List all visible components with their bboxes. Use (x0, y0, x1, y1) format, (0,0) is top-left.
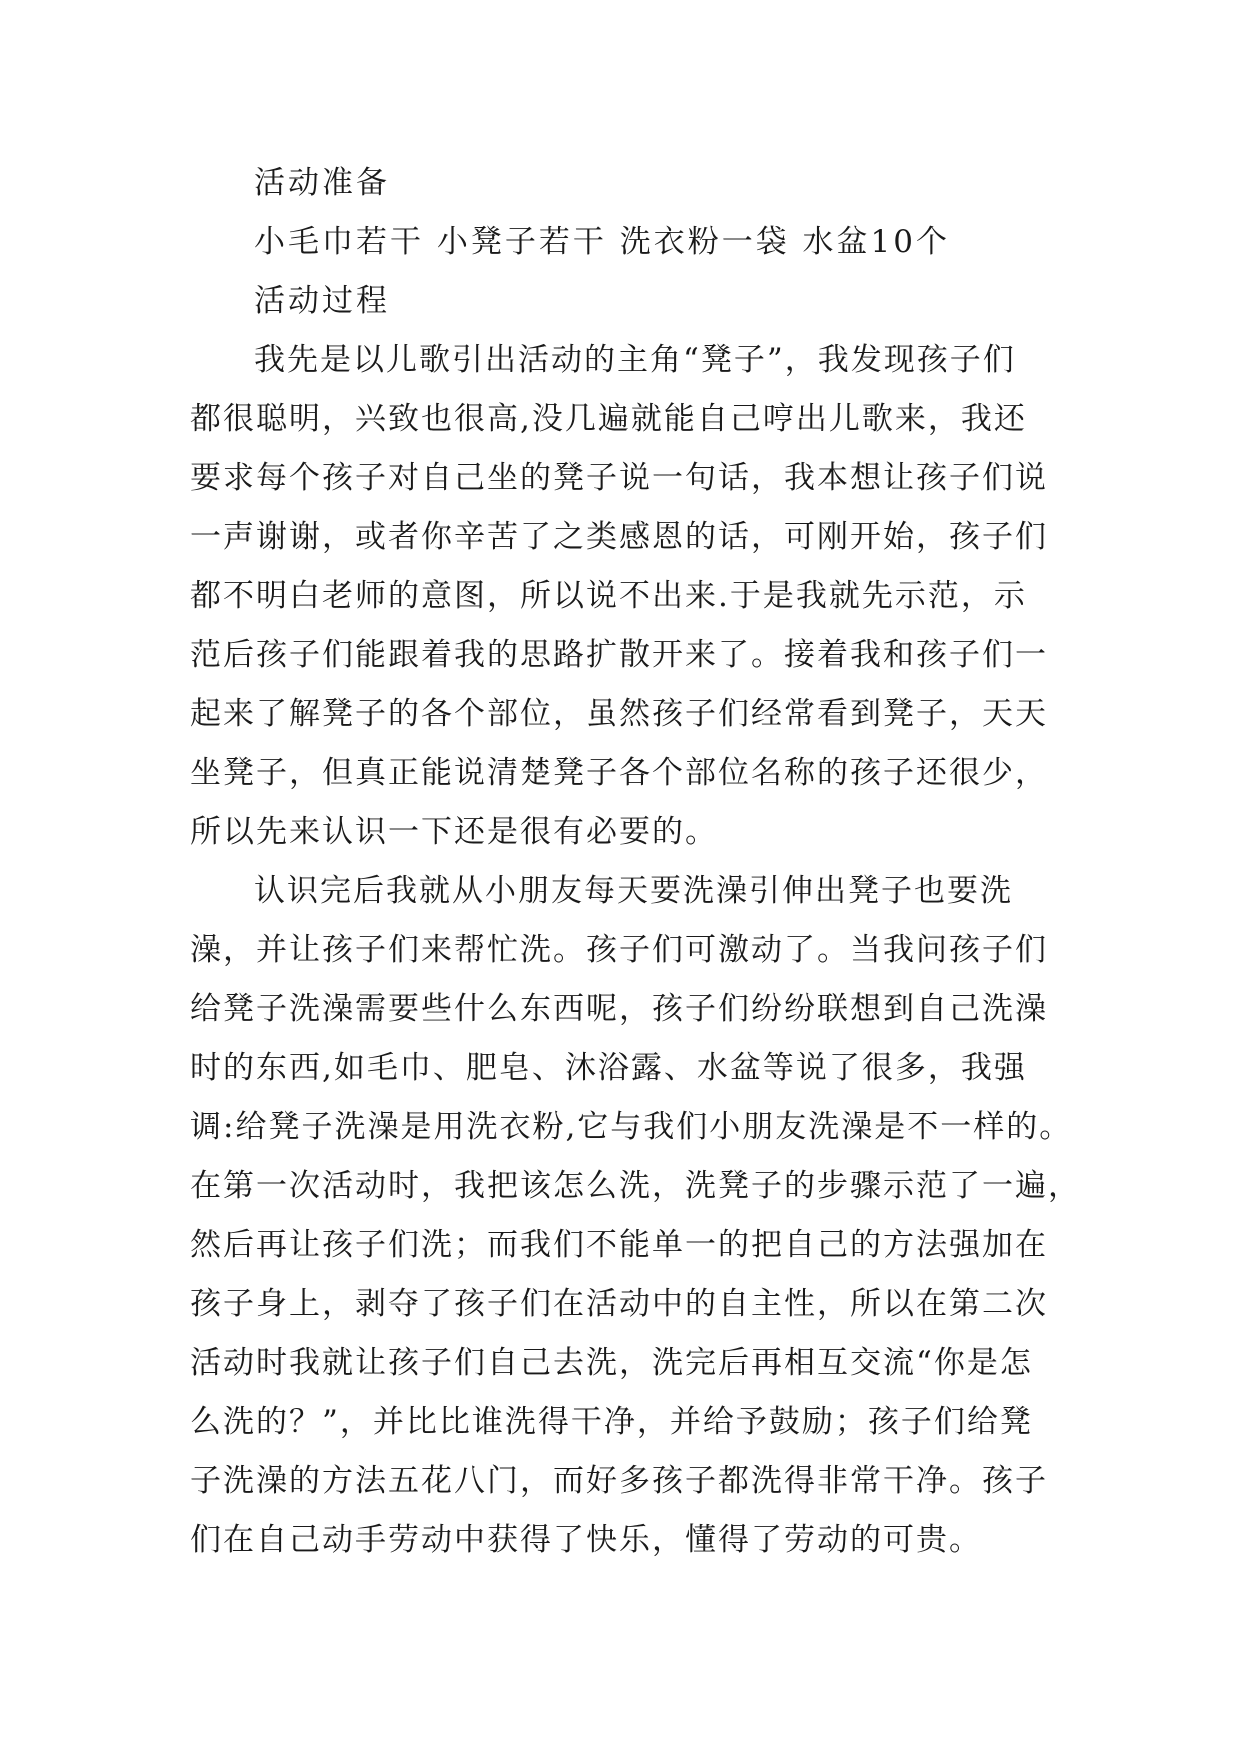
paragraph-line: 然后再让孩子们洗；而我们不能单一的把自己的方法强加在 (190, 1227, 1048, 1263)
paragraph-line: 调:给凳子洗澡是用洗衣粉,它与我们小朋友洗澡是不一样的。 (190, 1109, 1073, 1145)
materials-list: 小毛巾若干 小凳子若干 洗衣粉一袋 水盆10个 (254, 224, 951, 260)
heading-activity-preparation: 活动准备 (254, 165, 390, 201)
paragraph-line: 时的东西,如毛巾、肥皂、沐浴露、水盆等说了很多，我强 (190, 1050, 1027, 1086)
paragraph-1 (190, 331, 1070, 862)
paragraph-line: 起来了解凳子的各个部位，虽然孩子们经常看到凳子，天天 (190, 696, 1048, 732)
paragraph-line: 孩子身上，剥夺了孩子们在活动中的自主性，所以在第二次 (190, 1286, 1048, 1322)
paragraph-line: 坐凳子，但真正能说清楚凳子各个部位名称的孩子还很少， (190, 755, 1048, 791)
paragraph-line: 们在自己动手劳动中获得了快乐，懂得了劳动的可贵。 (190, 1522, 982, 1558)
paragraph-line: 在第一次活动时，我把该怎么洗，洗凳子的步骤示范了一遍， (190, 1168, 1081, 1204)
paragraph-line: 认识完后我就从小朋友每天要洗澡引伸出凳子也要洗 (254, 873, 1013, 909)
paragraph-line: 子洗澡的方法五花八门，而好多孩子都洗得非常干净。孩子 (190, 1463, 1048, 1499)
heading-activity-process: 活动过程 (254, 283, 390, 319)
paragraph-line: 所以先来认识一下还是很有必要的。 (190, 814, 718, 850)
paragraph-line: 活动时我就让孩子们自己去洗，洗完后再相互交流“你是怎 (190, 1345, 1033, 1381)
paragraph-line: 一声谢谢，或者你辛苦了之类感恩的话，可刚开始，孩子们 (190, 519, 1048, 555)
paragraph-line: 么洗的？”，并比比谁洗得干净，并给予鼓励；孩子们给凳 (190, 1404, 1033, 1440)
paragraph-2 (190, 862, 1081, 1570)
paragraph-line: 给凳子洗澡需要些什么东西呢，孩子们纷纷联想到自己洗澡 (190, 991, 1048, 1027)
paragraph-line: 要求每个孩子对自己坐的凳子说一句话，我本想让孩子们说 (190, 460, 1048, 496)
paragraph-line: 范后孩子们能跟着我的思路扩散开来了。接着我和孩子们一 (190, 637, 1048, 673)
paragraph-line: 我先是以儿歌引出活动的主角“凳子”，我发现孩子们 (254, 342, 1016, 378)
paragraph-line: 都不明白老师的意图，所以说不出来.于是我就先示范，示 (190, 578, 1027, 614)
paragraph-line: 澡，并让孩子们来帮忙洗。孩子们可激动了。当我问孩子们 (190, 932, 1048, 968)
paragraph-line: 都很聪明，兴致也很高,没几遍就能自己哼出儿歌来，我还 (190, 401, 1027, 437)
